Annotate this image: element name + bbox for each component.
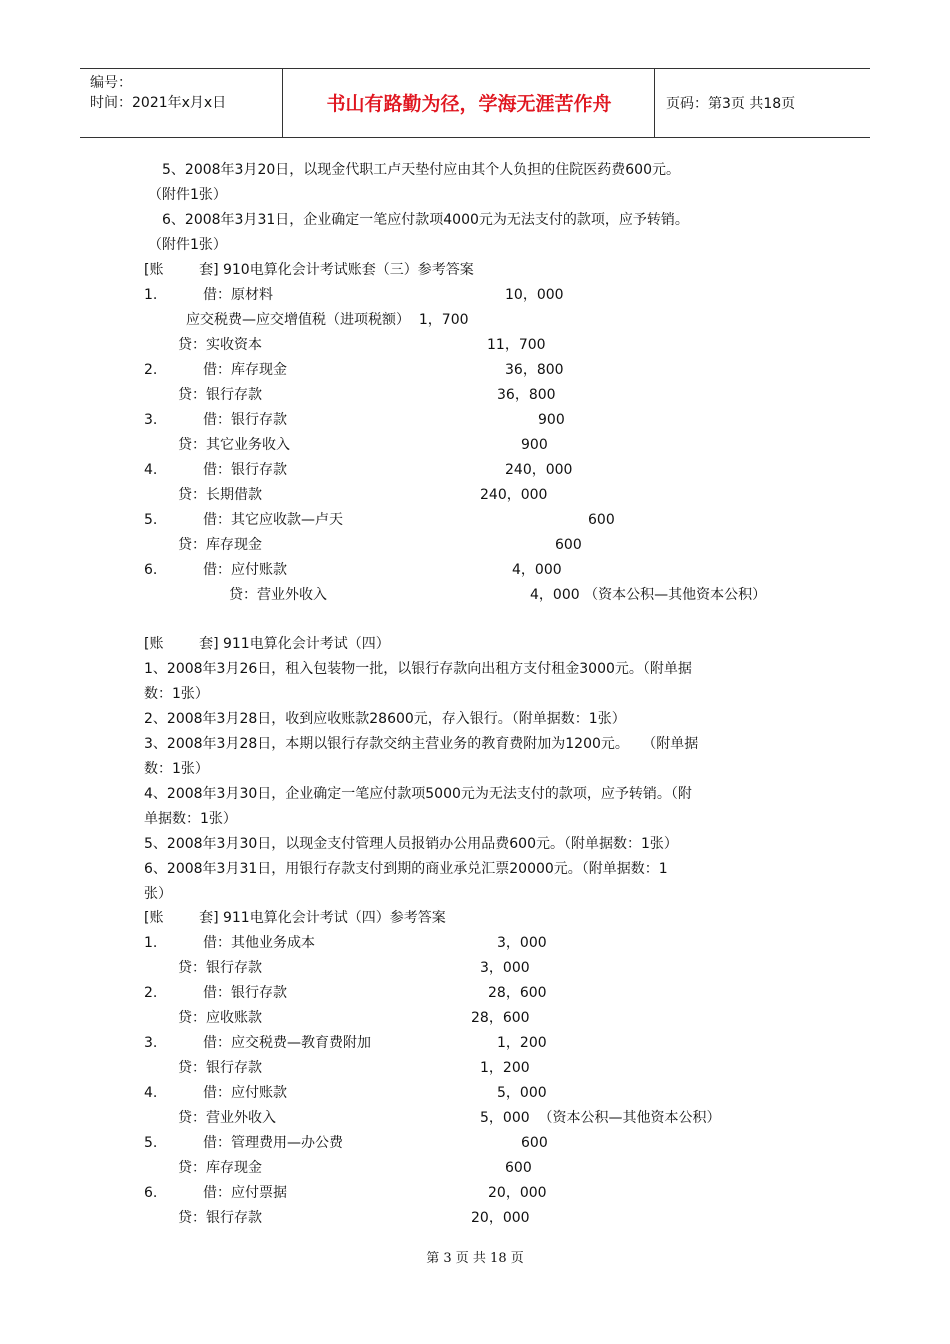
text-line: （附件1张） [148,237,227,253]
text-line: 4、2008年3月30日，企业确定一笔应付款项5000元为无法支付的款项，应予转销。（附 [144,786,692,802]
entry-number: 1. [144,287,158,303]
entry-amount: 4，000 [512,562,562,578]
entry-amount: 11，700 [487,337,546,353]
page-header [80,68,870,138]
header-meta [90,73,226,113]
entry-account: 借：银行存款 [203,412,287,428]
text-line: 张） [144,886,172,902]
entry-amount: 600 [505,1160,532,1176]
entry-amount: 10，000 [505,287,564,303]
entry-number: 5. [144,1135,158,1151]
text-line: （附件1张） [148,187,227,203]
entry-account: 借：其他业务成本 [203,935,315,951]
entry-account: 贷：银行存款 [178,1210,262,1226]
entry-amount: 5，000 [497,1085,547,1101]
entry-amount: 1，200 [480,1060,530,1076]
entry-number: 3. [144,1035,158,1051]
entry-number: 3. [144,412,158,428]
entry-amount: 1，200 [497,1035,547,1051]
entry-account: 借：其它应收款—卢天 [203,512,343,528]
text-line: 5、2008年3月20日，以现金代职工卢天垫付应由其个人负担的住院医药费600元。 [162,162,680,178]
entry-amount: 36，800 [505,362,564,378]
entry-amount: 28，600 [488,985,547,1001]
text-line: 2、2008年3月28日，收到应收账款28600元，存入银行。（附单据数：1张） [144,711,626,727]
entry-amount: 600 [555,537,582,553]
section-heading: [账 套] 911电算化会计考试（四） [144,636,390,652]
header-motto: 书山有路勤为径，学海无涯苦作舟 [326,93,612,115]
entry-account: 应交税费—应交增值税（进项税额） 1，700 [186,312,469,328]
entry-amount: 5，000 （资本公积—其他资本公积） [480,1110,721,1126]
entry-amount: 3，000 [497,935,547,951]
entry-account: 借：应付账款 [203,1085,287,1101]
section-heading: [账 套] 911电算化会计考试（四）参考答案 [144,910,446,926]
entry-account: 借：应付账款 [203,562,287,578]
entry-amount: 20，000 [471,1210,530,1226]
text-line: 6、2008年3月31日，企业确定一笔应付款项4000元为无法支付的款项，应予转销。 [162,212,689,228]
text-line: 数：1张） [144,686,209,702]
entry-amount: 600 [588,512,615,528]
section-heading: [账 套] 910电算化会计考试账套（三）参考答案 [144,262,474,278]
text-line: 1、2008年3月26日，租入包装物一批，以银行存款向出租方支付租金3000元。（附单据 [144,661,692,677]
header-page-label: 页码：第3页 共18页 [666,96,796,112]
entry-amount: 240，000 [505,462,573,478]
entry-amount: 900 [538,412,565,428]
entry-amount: 240，000 [480,487,548,503]
entry-account: 借：管理费用—办公费 [203,1135,343,1151]
text-line: 数：1张） [144,761,209,777]
header-number: 编号： [90,75,132,91]
entry-amount: 3，000 [480,960,530,976]
text-line: 5、2008年3月30日，以现金支付管理人员报销办公用品费600元。（附单据数：1张） [144,836,678,852]
entry-amount: 600 [521,1135,548,1151]
entry-account: 借：银行存款 [203,985,287,1001]
entry-account: 贷：实收资本 [178,337,262,353]
entry-number: 4. [144,1085,158,1101]
entry-account: 贷：长期借款 [178,487,262,503]
entry-account: 贷：银行存款 [178,1060,262,1076]
entry-account: 贷：其它业务收入 [178,437,290,453]
text-line: 单据数：1张） [144,811,237,827]
entry-account: 借：库存现金 [203,362,287,378]
entry-account: 借：原材料 [203,287,273,303]
entry-amount: 36，800 [497,387,556,403]
header-date: 时间：2021年x月x日 [90,95,227,111]
entry-account: 贷：库存现金 [178,1160,262,1176]
entry-account: 贷：应收账款 [178,1010,262,1026]
text-line: 3、2008年3月28日，本期以银行存款交纳主营业务的教育费附加为1200元。 （附单据 [144,736,699,752]
entry-account: 贷：营业外收入 [178,1110,276,1126]
entry-account: 贷：营业外收入 [229,587,327,603]
entry-account: 贷：库存现金 [178,537,262,553]
page-footer: 第 3 页 共 18 页 [426,1251,524,1266]
entry-amount: 20，000 [488,1185,547,1201]
entry-account: 贷：银行存款 [178,387,262,403]
entry-number: 2. [144,985,158,1001]
entry-number: 4. [144,462,158,478]
entry-amount: 28，600 [471,1010,530,1026]
entry-number: 6. [144,1185,158,1201]
entry-amount: 4，000 （资本公积—其他资本公积） [530,587,767,603]
entry-number: 6. [144,562,158,578]
entry-account: 借：银行存款 [203,462,287,478]
entry-amount: 900 [521,437,548,453]
entry-number: 1. [144,935,158,951]
entry-number: 2. [144,362,158,378]
entry-account: 贷：银行存款 [178,960,262,976]
text-line: 6、2008年3月31日，用银行存款支付到期的商业承兑汇票20000元。（附单据数：1 [144,861,668,877]
entry-number: 5. [144,512,158,528]
entry-account: 借：应付票据 [203,1185,287,1201]
entry-account: 借：应交税费—教育费附加 [203,1035,371,1051]
